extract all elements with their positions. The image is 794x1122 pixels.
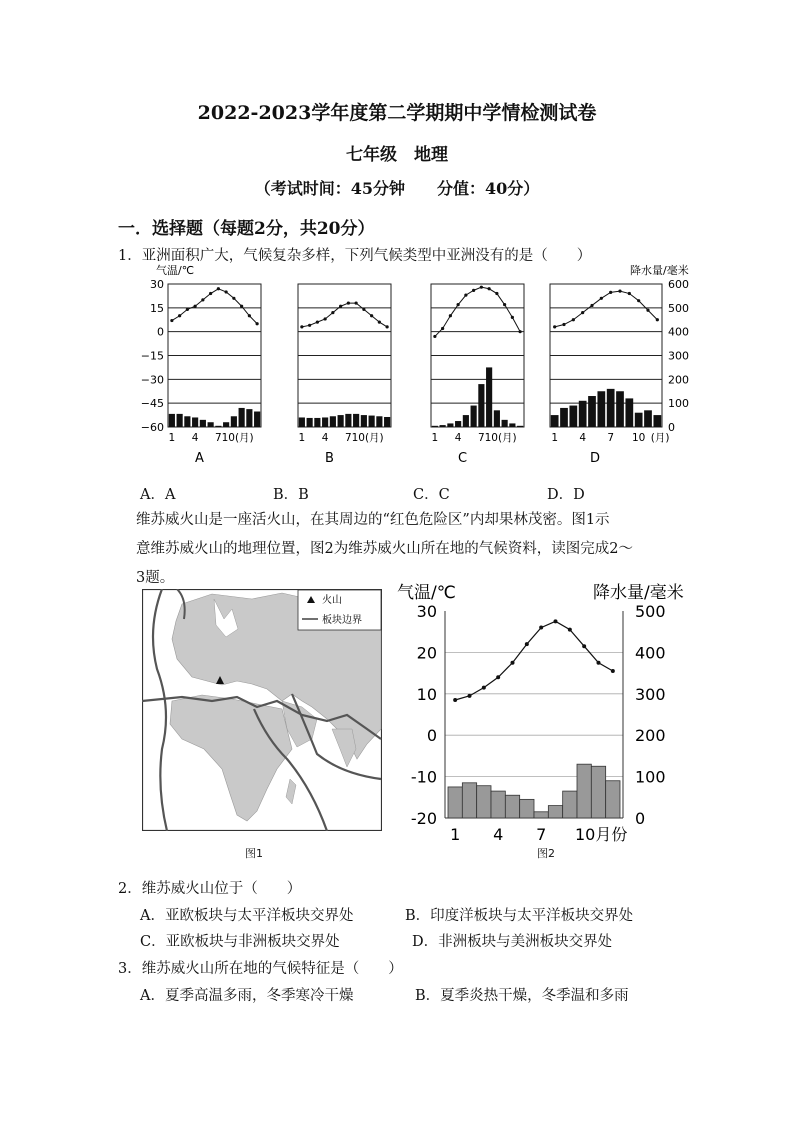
precip-bar — [653, 415, 661, 427]
q1-option-a[interactable]: A．A — [140, 487, 176, 503]
fig2-climate-chart — [395, 578, 715, 844]
temp-point — [324, 317, 327, 320]
precip-bar — [534, 812, 548, 818]
q1-precip-tick: 600 — [668, 278, 689, 291]
precip-bar — [579, 401, 587, 427]
temp-line — [435, 287, 520, 336]
fig2-precip-tick: 200 — [635, 726, 666, 746]
section-title: 一．选择题（每题2分，共20分） — [118, 219, 375, 239]
fig2-temp-tick: 0 — [426, 726, 437, 746]
precip-bar — [588, 396, 596, 427]
exam-info: （考试时间：45分钟 分值：40分） — [254, 179, 540, 198]
fig1-map — [142, 589, 382, 831]
fig2-month-tick: 7 — [536, 825, 547, 844]
temp-point — [519, 330, 522, 333]
precip-bar — [486, 367, 492, 427]
temp-point — [248, 314, 251, 317]
temp-point — [539, 626, 543, 630]
fig2-month-tick: 4 — [493, 825, 504, 844]
temp-point — [611, 669, 615, 673]
precip-bar — [494, 410, 500, 427]
precip-bar — [231, 416, 237, 427]
chart-name: D — [589, 451, 601, 466]
q2-option-a[interactable]: A．亚欧板块与太平洋板块交界处 — [140, 908, 354, 924]
temp-point — [225, 290, 228, 293]
temp-point — [449, 314, 452, 317]
temp-point — [525, 642, 529, 646]
month-tick: 1 — [298, 432, 306, 444]
q1-chart-a — [168, 284, 261, 466]
temp-point — [496, 675, 500, 679]
precip-bar — [169, 414, 175, 427]
precip-bar — [509, 423, 515, 427]
temp-point — [240, 305, 243, 308]
month-tick: 10(月) — [351, 432, 384, 444]
fig2-precip-tick: 300 — [635, 684, 666, 704]
q1-precip-tick: 300 — [668, 349, 689, 363]
precip-bar — [616, 391, 624, 427]
page-title: 2022-2023学年度第二学期期中学情检测试卷 — [197, 102, 597, 124]
temp-point — [582, 644, 586, 648]
temp-point — [355, 301, 358, 304]
temp-point — [503, 303, 506, 306]
temp-point — [178, 314, 181, 317]
temp-point — [480, 286, 483, 289]
month-tick: 4 — [454, 432, 462, 444]
fig2-temp-tick: 20 — [416, 643, 437, 663]
temp-point — [232, 297, 235, 300]
q1-precip-axis-label: 降水量/毫米 — [630, 264, 689, 277]
fig2-temp-tick: 30 — [416, 602, 437, 621]
temp-line — [455, 621, 613, 700]
precip-bar — [635, 413, 643, 427]
precip-bar — [215, 426, 221, 427]
temp-point — [581, 311, 584, 314]
precip-bar — [384, 417, 390, 427]
temp-point — [609, 291, 612, 294]
precip-bar — [353, 414, 359, 427]
month-tick: 4 — [191, 432, 199, 444]
q1-temp-tick: −45 — [140, 397, 164, 411]
temp-point — [386, 325, 389, 328]
precip-bar — [548, 806, 562, 818]
month-tick: 4 — [321, 432, 329, 444]
temp-point — [217, 287, 220, 290]
temp-point — [339, 305, 342, 308]
q1-temp-tick: −60 — [140, 421, 164, 434]
precip-bar — [471, 406, 477, 427]
month-tick: 1 — [168, 432, 176, 444]
precip-bar — [307, 418, 313, 427]
month-tick: 7 — [607, 432, 615, 444]
precip-bar — [478, 384, 484, 427]
temp-point — [511, 661, 515, 665]
fig2-temp-tick: -10 — [410, 767, 437, 787]
q1-climate-charts — [140, 262, 700, 472]
temp-point — [597, 661, 601, 665]
precip-bar — [192, 417, 198, 427]
chart-name: A — [195, 451, 204, 466]
precip-bar — [448, 787, 462, 818]
fig2-month-tick: 1 — [450, 825, 461, 844]
q3-option-b[interactable]: B．夏季炎热干燥，冬季温和多雨 — [415, 988, 629, 1004]
temp-point — [600, 297, 603, 300]
temp-point — [590, 304, 593, 307]
precip-bar — [369, 416, 375, 427]
temp-point — [628, 292, 631, 295]
temp-point — [554, 619, 558, 623]
q3-stem: 3．维苏威火山所在地的气候特征是（ ） — [118, 961, 403, 977]
precip-bar — [432, 426, 438, 427]
fig1-caption: 图1 — [245, 847, 263, 860]
month-tick: 7 — [345, 432, 352, 444]
temp-point — [331, 311, 334, 314]
precip-bar — [477, 786, 491, 818]
temp-point — [488, 287, 491, 290]
precip-bar — [644, 410, 652, 427]
temp-point — [347, 301, 350, 304]
precip-bar — [376, 416, 382, 427]
temp-point — [646, 309, 649, 312]
fig2-precip-axis-label: 降水量/毫米 — [593, 583, 684, 603]
q1-precip-tick: 400 — [668, 325, 689, 339]
temp-point — [656, 318, 659, 321]
precip-bar — [491, 791, 505, 818]
q1-precip-tick: 100 — [668, 397, 689, 411]
temp-point — [453, 698, 457, 702]
precip-bar — [223, 422, 229, 427]
fig2-precip-tick: 500 — [635, 602, 666, 621]
temp-point — [209, 292, 212, 295]
precip-bar — [314, 418, 320, 427]
precip-bar — [239, 408, 245, 427]
month-tick: 10(月) — [484, 432, 517, 444]
precip-bar — [345, 414, 351, 427]
temp-point — [316, 321, 319, 324]
precip-bar — [440, 425, 446, 427]
q1-chart-b — [298, 284, 391, 466]
precip-bar — [462, 783, 476, 818]
q1-option-b[interactable]: B．B — [273, 487, 309, 503]
precip-bar — [577, 764, 591, 818]
temp-point — [562, 323, 565, 326]
precip-bar — [505, 795, 519, 818]
precip-bar — [502, 420, 508, 427]
temp-point — [308, 324, 311, 327]
precip-bar — [625, 398, 633, 427]
q1-precip-tick: 200 — [668, 373, 689, 387]
fig2-precip-tick: 0 — [635, 809, 646, 828]
q1-chart-d — [550, 284, 669, 466]
precip-bar — [299, 417, 305, 427]
temp-point — [441, 327, 444, 330]
temp-point — [618, 290, 621, 293]
precip-bar — [338, 415, 344, 427]
temp-point — [300, 325, 303, 328]
q1-stem: 1．亚洲面积广大，气候复杂多样，下列气候类型中亚洲没有的是（ ） — [118, 248, 592, 264]
q1-precip-tick: 500 — [668, 301, 689, 315]
fig2-precip-tick: 400 — [635, 643, 666, 663]
precip-bar — [361, 415, 367, 427]
q2-option-d[interactable]: D．非洲板块与美洲板块交界处 — [412, 934, 613, 950]
precip-bar — [551, 415, 559, 427]
precip-axis-right — [630, 263, 689, 434]
q1-precip-tick: 0 — [668, 421, 675, 434]
q1-chart-c — [431, 284, 524, 466]
precip-bar — [607, 389, 615, 427]
q2-option-c[interactable]: C．亚欧板块与非洲板块交界处 — [140, 934, 340, 950]
page-subtitle: 七年级 地理 — [346, 145, 448, 165]
temp-point — [362, 308, 365, 311]
temp-point — [472, 289, 475, 292]
temp-point — [637, 299, 640, 302]
precip-bar — [254, 412, 260, 427]
temp-point — [256, 322, 259, 325]
temp-point — [572, 318, 575, 321]
precip-bar — [517, 426, 523, 427]
legend-boundary-label: 板块边界 — [322, 615, 362, 626]
q1-temp-tick: 30 — [150, 278, 164, 291]
chart-name: B — [325, 451, 334, 466]
passage-line-3: 3题。 — [136, 570, 175, 586]
precip-bar — [330, 416, 336, 427]
q2-option-b[interactable]: B．印度洋板块与太平洋板块交界处 — [405, 908, 634, 924]
temp-point — [482, 686, 486, 690]
temp-axis-left — [141, 263, 194, 434]
q2-stem: 2．维苏威火山位于（ ） — [118, 881, 302, 897]
fig2-caption: 图2 — [537, 847, 555, 860]
passage-line-1: 维苏威火山是一座活火山，在其周边的“红色危险区”内却果林茂密。图1示 — [136, 512, 610, 528]
q1-temp-tick: −15 — [140, 349, 164, 363]
q1-option-d[interactable]: D．D — [547, 487, 585, 503]
precip-bar — [322, 417, 328, 427]
fig2-month-tick: 10月份 — [575, 825, 628, 844]
temp-point — [553, 325, 556, 328]
month-tick: 1 — [551, 432, 559, 444]
precip-bar — [591, 766, 605, 818]
month-tick: 1 — [431, 432, 439, 444]
precip-bar — [569, 406, 577, 427]
temp-point — [468, 694, 472, 698]
q1-temp-tick: 0 — [157, 325, 164, 339]
temp-point — [568, 628, 572, 632]
precip-bar — [447, 423, 453, 427]
fig2-temp-tick: -20 — [410, 809, 437, 828]
q1-temp-tick: −30 — [140, 373, 164, 387]
temp-point — [457, 303, 460, 306]
temp-line — [302, 303, 387, 327]
temp-point — [201, 298, 204, 301]
precip-bar — [200, 420, 206, 427]
month-tick: 10(月) — [221, 432, 254, 444]
temp-point — [170, 319, 173, 322]
temp-point — [378, 321, 381, 324]
precip-bar — [246, 409, 252, 427]
precip-bar — [597, 391, 605, 427]
temp-point — [464, 294, 467, 297]
temp-point — [511, 316, 514, 319]
passage-line-2: 意维苏威火山的地理位置，图2为维苏威火山所在地的气候资料，读图完成2～ — [136, 541, 633, 557]
precip-bar — [184, 416, 190, 427]
precip-bar — [463, 415, 469, 427]
precip-bar — [455, 421, 461, 427]
temp-point — [433, 335, 436, 338]
month-tick: 7 — [478, 432, 485, 444]
fig2-temp-axis-label: 气温/℃ — [397, 583, 456, 603]
temp-point — [194, 305, 197, 308]
q1-option-c[interactable]: C．C — [413, 487, 450, 503]
q3-option-a[interactable]: A．夏季高温多雨，冬季寒冷干燥 — [140, 988, 354, 1004]
precip-bar — [177, 414, 183, 427]
q1-temp-tick: 15 — [150, 301, 164, 315]
month-tick: 10 — [631, 432, 646, 444]
temp-point — [186, 308, 189, 311]
legend-volcano-label: 火山 — [322, 595, 342, 606]
precip-bar — [560, 408, 568, 427]
temp-line — [555, 291, 658, 327]
precip-bar — [520, 799, 534, 818]
temp-point — [370, 314, 373, 317]
temp-line — [172, 289, 257, 324]
fig2-precip-tick: 100 — [635, 767, 666, 787]
month-tick: 7 — [215, 432, 222, 444]
precip-bar — [563, 791, 577, 818]
chart-name: C — [457, 451, 468, 466]
month-tick: 4 — [579, 432, 587, 444]
q1-temp-axis-label: 气温/℃ — [156, 264, 195, 277]
precip-bar — [208, 422, 214, 427]
precip-bar — [606, 781, 620, 818]
fig2-temp-tick: 10 — [416, 684, 437, 704]
temp-point — [495, 292, 498, 295]
month-tick: (月) — [650, 432, 670, 444]
